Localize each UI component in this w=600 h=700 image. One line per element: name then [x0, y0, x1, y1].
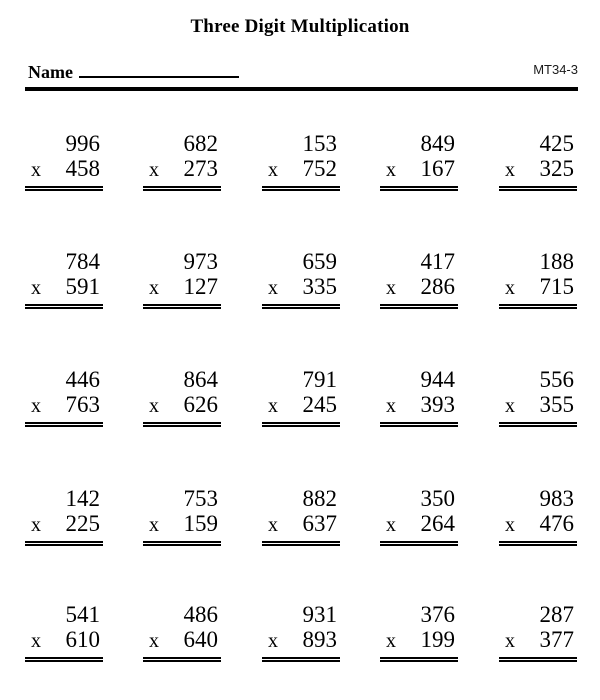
- multiply-sign: x: [31, 514, 41, 536]
- multiplication-problem: [262, 249, 340, 309]
- multiply-sign: x: [31, 395, 41, 417]
- multiplication-problem: [25, 131, 103, 191]
- answer-line: [262, 186, 340, 191]
- answer-line: [380, 657, 458, 662]
- multiply-sign: x: [31, 159, 41, 181]
- multiplicand: 425: [539, 131, 574, 156]
- multiply-sign: x: [505, 395, 515, 417]
- answer-line: [262, 657, 340, 662]
- multiplier: 167: [420, 156, 455, 181]
- multiplier-line: [262, 511, 340, 538]
- multiplier-line: [25, 156, 103, 183]
- multiplication-problem: [262, 131, 340, 191]
- multiplier: 355: [539, 392, 574, 417]
- answer-line: [499, 186, 577, 191]
- answer-line: [262, 304, 340, 309]
- multiplier-line: [262, 274, 340, 301]
- answer-line: [499, 304, 577, 309]
- multiplier-line: [143, 392, 221, 419]
- answer-line: [499, 541, 577, 546]
- multiplier: 458: [65, 156, 100, 181]
- multiply-sign: x: [386, 277, 396, 299]
- multiplicand: 188: [539, 249, 574, 274]
- multiply-sign: x: [505, 277, 515, 299]
- multiplication-problem: [262, 602, 340, 662]
- multiplier-line: [143, 627, 221, 654]
- multiplier-line: [380, 274, 458, 301]
- multiplicand: 446: [65, 367, 100, 392]
- multiplier-line: [380, 156, 458, 183]
- multiplicand: 753: [183, 486, 218, 511]
- multiplication-problem: [380, 486, 458, 546]
- multiplication-problem: [262, 367, 340, 427]
- multiplier: 335: [302, 274, 337, 299]
- multiply-sign: x: [149, 630, 159, 652]
- multiplier-line: [499, 392, 577, 419]
- answer-line: [262, 541, 340, 546]
- multiplier-line: [380, 627, 458, 654]
- multiplier: 626: [183, 392, 218, 417]
- multiplication-problem: [499, 486, 577, 546]
- multiplication-problem: [143, 486, 221, 546]
- problem-row: [0, 249, 600, 309]
- multiplicand: 153: [302, 131, 337, 156]
- answer-line: [143, 657, 221, 662]
- multiplier: 127: [183, 274, 218, 299]
- multiply-sign: x: [31, 630, 41, 652]
- page-title: Three Digit Multiplication: [190, 16, 410, 37]
- multiplier: 377: [539, 627, 574, 652]
- multiplication-problem: [143, 602, 221, 662]
- multiplicand: 486: [183, 602, 218, 627]
- multiplication-problem: [143, 131, 221, 191]
- answer-line: [143, 186, 221, 191]
- multiplication-problem: [380, 249, 458, 309]
- multiplier-line: [499, 627, 577, 654]
- multiplier: 715: [539, 274, 574, 299]
- multiply-sign: x: [386, 159, 396, 181]
- multiplier: 763: [65, 392, 100, 417]
- multiplier-line: [25, 627, 103, 654]
- multiply-sign: x: [268, 630, 278, 652]
- multiply-sign: x: [386, 630, 396, 652]
- multiplication-problem: [499, 367, 577, 427]
- multiplier: 591: [65, 274, 100, 299]
- multiplicand: 882: [302, 486, 337, 511]
- multiplier: 325: [539, 156, 574, 181]
- multiplier: 476: [539, 511, 574, 536]
- problem-row: [0, 486, 600, 546]
- multiplicand: 376: [420, 602, 455, 627]
- multiplier-line: [25, 274, 103, 301]
- multiply-sign: x: [505, 159, 515, 181]
- multiplier-line: [499, 511, 577, 538]
- answer-line: [380, 304, 458, 309]
- multiplication-problem: [25, 486, 103, 546]
- multiplier: 245: [302, 392, 337, 417]
- multiplication-problem: [262, 486, 340, 546]
- answer-line: [380, 186, 458, 191]
- multiplier: 393: [420, 392, 455, 417]
- multiply-sign: x: [268, 159, 278, 181]
- multiply-sign: x: [386, 395, 396, 417]
- multiplication-problem: [499, 131, 577, 191]
- multiplier: 893: [302, 627, 337, 652]
- multiplier-line: [499, 156, 577, 183]
- multiply-sign: x: [386, 514, 396, 536]
- multiplication-problem: [143, 367, 221, 427]
- answer-line: [25, 304, 103, 309]
- multiplier: 637: [302, 511, 337, 536]
- multiplier-line: [143, 156, 221, 183]
- multiplication-problem: [143, 249, 221, 309]
- multiplication-problem: [25, 602, 103, 662]
- multiply-sign: x: [149, 395, 159, 417]
- answer-line: [143, 304, 221, 309]
- multiply-sign: x: [268, 395, 278, 417]
- multiplier-line: [380, 392, 458, 419]
- multiply-sign: x: [149, 159, 159, 181]
- answer-line: [25, 422, 103, 427]
- answer-line: [380, 541, 458, 546]
- multiplicand: 931: [302, 602, 337, 627]
- multiplier: 610: [65, 627, 100, 652]
- multiply-sign: x: [268, 277, 278, 299]
- multiplicand: 973: [183, 249, 218, 274]
- multiplicand: 659: [302, 249, 337, 274]
- answer-line: [25, 657, 103, 662]
- multiply-sign: x: [505, 630, 515, 652]
- multiplier: 286: [420, 274, 455, 299]
- multiplicand: 142: [65, 486, 100, 511]
- answer-line: [499, 422, 577, 427]
- answer-line: [25, 186, 103, 191]
- multiplier: 264: [420, 511, 455, 536]
- answer-line: [143, 541, 221, 546]
- multiplier: 199: [420, 627, 455, 652]
- multiplier: 273: [183, 156, 218, 181]
- multiplication-problem: [25, 367, 103, 427]
- multiplier-line: [143, 274, 221, 301]
- multiplicand: 784: [65, 249, 100, 274]
- multiplier-line: [262, 156, 340, 183]
- multiplier-line: [380, 511, 458, 538]
- multiplicand: 541: [65, 602, 100, 627]
- multiplicand: 944: [420, 367, 455, 392]
- problem-row: [0, 131, 600, 191]
- multiplier-line: [25, 392, 103, 419]
- problem-row: [0, 602, 600, 662]
- answer-line: [499, 657, 577, 662]
- multiplicand: 864: [183, 367, 218, 392]
- multiplier: 225: [65, 511, 100, 536]
- multiplicand: 983: [539, 486, 574, 511]
- multiplier-line: [25, 511, 103, 538]
- name-label: Name: [28, 62, 73, 82]
- multiplicand: 849: [420, 131, 455, 156]
- multiplicand: 996: [65, 131, 100, 156]
- multiplication-problem: [499, 602, 577, 662]
- multiplier-line: [143, 511, 221, 538]
- multiplier: 159: [183, 511, 218, 536]
- answer-line: [25, 541, 103, 546]
- multiplicand: 556: [539, 367, 574, 392]
- multiplier: 640: [183, 627, 218, 652]
- multiplicand: 350: [420, 486, 455, 511]
- multiplier-line: [262, 392, 340, 419]
- worksheet-code: MT34-3: [533, 62, 578, 77]
- multiplication-problem: [380, 131, 458, 191]
- multiplicand: 417: [420, 249, 455, 274]
- multiplier: 752: [302, 156, 337, 181]
- answer-line: [380, 422, 458, 427]
- multiplication-problem: [499, 249, 577, 309]
- multiplicand: 791: [302, 367, 337, 392]
- multiplier-line: [262, 627, 340, 654]
- multiplicand: 682: [183, 131, 218, 156]
- multiplication-problem: [25, 249, 103, 309]
- multiply-sign: x: [31, 277, 41, 299]
- answer-line: [262, 422, 340, 427]
- multiplication-problem: [380, 367, 458, 427]
- multiply-sign: x: [268, 514, 278, 536]
- multiply-sign: x: [505, 514, 515, 536]
- problem-row: [0, 367, 600, 427]
- multiplicand: 287: [539, 602, 574, 627]
- multiplier-line: [499, 274, 577, 301]
- multiply-sign: x: [149, 277, 159, 299]
- answer-line: [143, 422, 221, 427]
- multiply-sign: x: [149, 514, 159, 536]
- multiplication-problem: [380, 602, 458, 662]
